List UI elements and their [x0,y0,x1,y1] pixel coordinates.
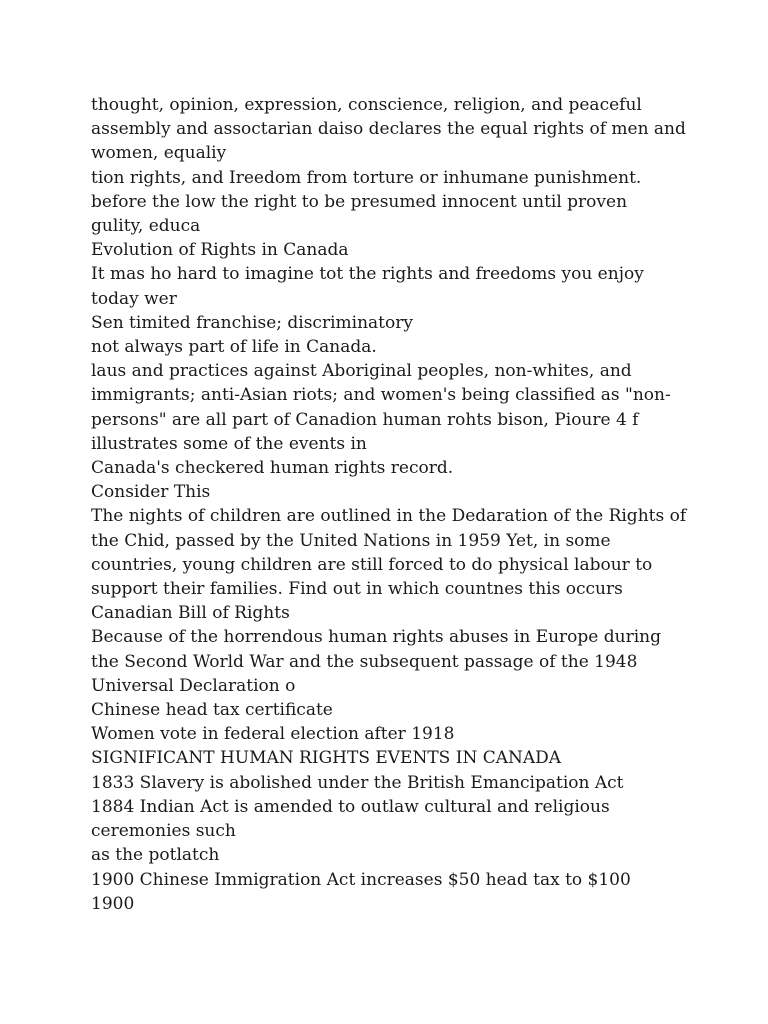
text-line: women, equaliy [91,143,227,164]
timeline-entry: 1884 Indian Act is amended to outlaw cultural and religious [91,796,610,817]
text-line: not always part of life in Canada. [91,337,377,358]
caption: Women vote in federal election after 1918 [91,724,455,745]
text-line: today wer [91,288,177,309]
caption: Chinese head tax certificate [91,700,333,721]
text-line: immigrants; anti-Asian riots; and women's being classified as "non- [91,385,671,406]
timeline-entry: ceremonies such [91,821,236,842]
text-line: support their families. Find out in which countnes this occurs [91,579,623,600]
text-line: persons" are all part of Canadion human rohts bison, Pioure 4 f [91,409,639,430]
text-line: the Chid, passed by the United Nations in 1959 Yet, in some [91,530,611,551]
text-line: assembly and assoctarian daiso declares the equal rights of men and [91,119,686,140]
text-line: Canada's checkered human rights record. [91,458,454,479]
text-line: Because of the horrendous human rights abuses in Europe during [91,627,661,648]
text-line: Universal Declaration o [91,675,296,696]
document-page [91,93,691,916]
text-line: Sen timited franchise; discriminatory [91,312,413,333]
text-line: It mas ho hard to imagine tot the rights and freedoms you enjoy [91,264,644,285]
text-line: countries, young children are still forced to do physical labour to [91,554,653,575]
timeline-entry: 1833 Slavery is abolished under the British Emancipation Act [91,772,624,793]
section-heading: Canadian Bill of Rights [91,603,290,624]
text-line: illustrates some of the events in [91,433,367,454]
timeline-entry: as the potlatch [91,845,220,866]
text-line: before the low the right to be presumed innocent until proven [91,191,628,212]
timeline-entry: 1900 [91,893,135,914]
text-line: thought, opinion, expression, conscience, religion, and peaceful [91,95,642,115]
section-heading: SIGNIFICANT HUMAN RIGHTS EVENTS IN CANADA [91,748,562,769]
text-line: tion rights, and Ireedom from torture or inhumane punishment. [91,167,642,188]
text-line: gulity, educa [91,216,201,237]
text-line: the Second World War and the subsequent passage of the 1948 [91,651,638,672]
timeline-entry: 1900 Chinese Immigration Act increases $50 head tax to $100 [91,869,631,890]
section-heading: Consider This [91,482,211,503]
text-line: laus and practices against Aboriginal peoples, non-whites, and [91,361,632,382]
text-line: The nights of children are outlined in the Dedaration of the Rights of [91,506,687,527]
section-heading: Evolution of Rights in Canada [91,240,349,261]
